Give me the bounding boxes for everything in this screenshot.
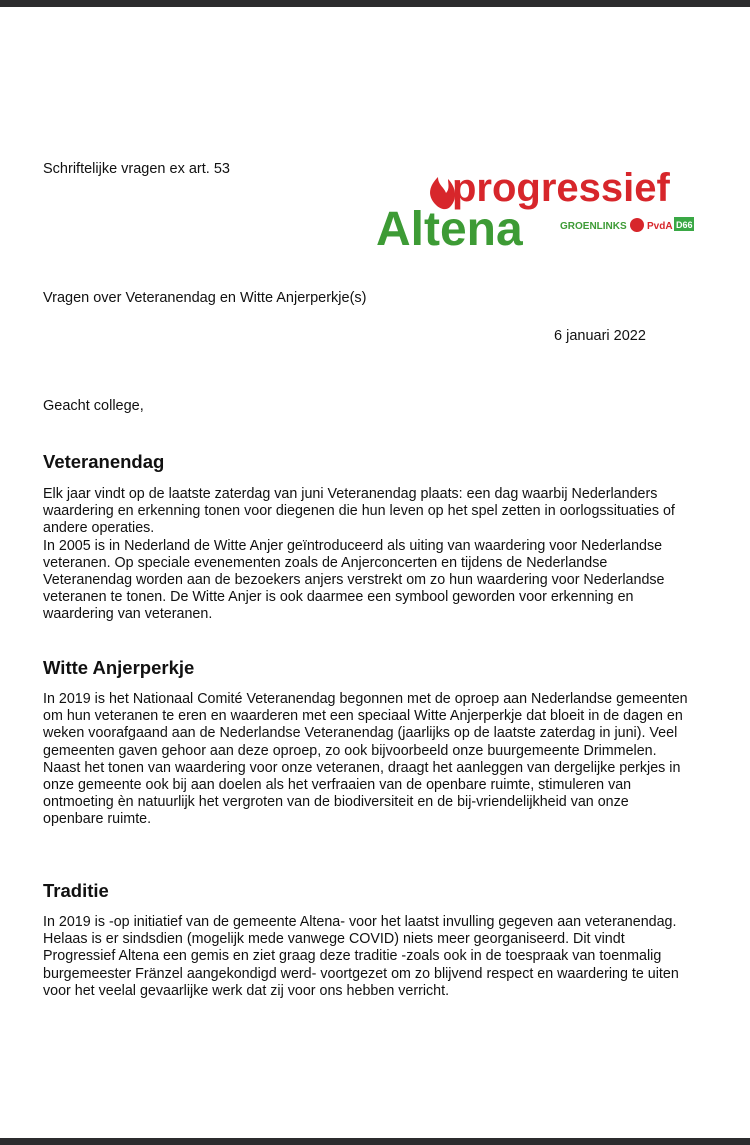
paragraph: Naast het tonen van waardering voor onze veteranen, draagt het aanleggen van dergelijke perkjes in onze gemeente ook bij aan doelen als het verfraaien van de openbare ruimte, stimuleren van ontmoeting èn natuurlijk het vergroten van de biodiversiteit en de bij-vriendelijkheid van onze openbare ruimte.: [43, 759, 681, 828]
logo-partner-d66: D66: [676, 220, 693, 230]
section-heading-traditie: Traditie: [43, 880, 109, 901]
top-bar: [0, 0, 750, 7]
section-body-witte-anjerperkje: [43, 691, 693, 829]
rose-icon: [630, 218, 644, 232]
subject-line: Vragen over Veteranendag en Witte Anjerperkje(s): [43, 290, 367, 306]
logo-word-progressief: progressief: [452, 166, 670, 210]
document-page: [0, 7, 750, 1138]
date: 6 januari 2022: [554, 328, 646, 344]
progressief-altena-logo: [376, 159, 696, 251]
paragraph: In 2019 is -op initiatief van de gemeente Altena- voor het laatst invulling gegeven aan veteranendag. Helaas is er sindsdien (mogelijk mede vanwege COVID) niets meer georganiseerd. Dit vindt Progressief Altena een gemis en ziet graag deze traditie -zoals ook in de toespraak van toenmalig burgemeester Fränzel aangekondigd werd- voortgezet om zo blijvend respect en waardering te uiten voor het veelal gevaarlijke werk dat zij voor ons hebben verricht.: [43, 914, 679, 999]
reference-line: Schriftelijke vragen ex art. 53: [43, 161, 230, 177]
paragraph: In 2005 is in Nederland de Witte Anjer geïntroduceerd als uiting van waardering voor Nederlandse veteranen. Op speciale evenementen zoals de Anjerconcerten en tijdens de Nederlandse Veteranendag worden aan de bezoekers anjers verstrekt om zo hun waardering voor Nederlandse veteranen te tonen. De Witte Anjer is ook daarmee een symbool geworden voor erkenning en waardering van veteranen.: [43, 537, 665, 623]
logo-word-altena: Altena: [376, 203, 523, 251]
logo-partner-groenlinks: GROENLINKS: [560, 221, 627, 232]
paragraph: In 2019 is het Nationaal Comité Veteranendag begonnen met de oproep aan Nederlandse gemeenten om hun veteranen te eren en waarderen met een speciaal Witte Anjerperkje dat bloeit in de dagen en weken voorafgaand aan de Nederlandse Veteranendag (jaarlijks op de laatste zaterdag in juni). Veel gemeenten gaven gehoor aan deze oproep, zo ook bijvoorbeeld onze buurgemeente Drimmelen.: [43, 691, 688, 759]
logo-partner-pvda: PvdA: [647, 221, 673, 232]
bottom-bar: [0, 1138, 750, 1145]
section-heading-veteranendag: Veteranendag: [43, 451, 165, 472]
section-body-veteranendag: [43, 486, 693, 624]
greeting: Geacht college,: [43, 398, 144, 414]
section-body-traditie: [43, 914, 693, 1000]
paragraph: Elk jaar vindt op de laatste zaterdag van juni Veteranendag plaats: een dag waarbij Nederlanders waardering en erkenning tonen voor diegenen die hun leven op het spel zetten in oorlogssituaties of andere operaties.: [43, 486, 675, 537]
section-heading-witte-anjerperkje: Witte Anjerperkje: [43, 657, 195, 678]
